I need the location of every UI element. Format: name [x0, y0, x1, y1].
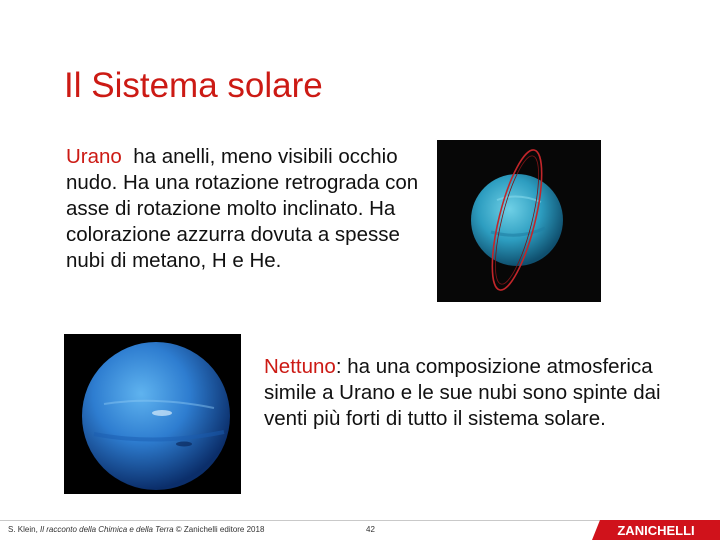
- uranus-name: Urano: [66, 145, 122, 168]
- uranus-image: [437, 140, 601, 302]
- page-number: 42: [366, 525, 375, 534]
- uranus-paragraph: [66, 144, 426, 274]
- footer-credit: [8, 525, 264, 534]
- neptune-text: : ha una composizione atmosferica simile a Urano e le sue nubi sono spinte dai venti più forti di tutto il sistema solare.: [264, 355, 661, 430]
- footer-book-title: Il racconto della Chimica e della Terra: [40, 525, 174, 534]
- brand-text: ZANICHELLI: [617, 523, 695, 538]
- publisher-logo: [592, 520, 720, 540]
- uranus-text: ha anelli, meno visibili occhio nudo. Ha una rotazione retrograda con asse di rotazione molto inclinato. Ha colorazione azzurra dovuta a spesse nubi di metano, H e He.: [66, 145, 424, 272]
- footer-publisher: © Zanichelli editore 2018: [173, 525, 265, 534]
- neptune-paragraph: [264, 354, 684, 432]
- slide-title: Il Sistema solare: [64, 66, 323, 105]
- footer-author: S. Klein,: [8, 525, 41, 534]
- neptune-image: [64, 334, 241, 494]
- neptune-illustration: [64, 334, 241, 494]
- neptune-name: Nettuno: [264, 355, 336, 378]
- uranus-illustration: [437, 140, 601, 302]
